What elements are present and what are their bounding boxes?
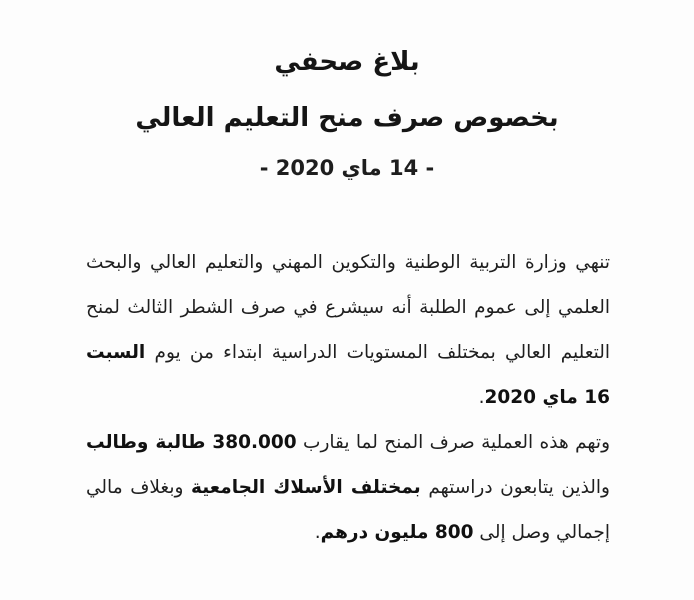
students-count-highlight: 380.000 طالبة وطالب (86, 432, 297, 453)
university-branches-highlight: بمختلف الأسلاك الجامعية (191, 477, 421, 498)
paragraph2-end: . (314, 522, 321, 543)
paragraph1-end: . (478, 387, 485, 408)
document-date: - 14 ماي 2020 - (259, 156, 435, 180)
paragraph1-text: تنهي وزارة التربية الوطنية والتكوين المهني والتعليم العالي والبحث العلمي إلى عموم الطلبة أنه سيشرع في صرف الشطر الثالث لمنح التعليم العالي بمختلف المستويات الدراسية ابتداء من يوم (86, 252, 610, 363)
document-title: بلاغ صحفي (274, 47, 420, 77)
budget-amount-highlight: 800 مليون درهم (320, 522, 474, 543)
paragraph2-text-1: وتهم هذه العملية صرف المنح لما يقارب (296, 432, 611, 453)
press-release-header (0, 40, 694, 186)
press-release-body (86, 240, 610, 555)
document-subtitle: بخصوص صرف منح التعليم العالي (135, 103, 559, 133)
paragraph2-text-3: وبغلاف مالي إجمالي وصل إلى (86, 477, 610, 543)
paragraph-scholarship-start (86, 240, 610, 420)
start-date-highlight: السبت 16 ماي 2020 (86, 342, 610, 408)
paragraph2-text-2: والذين يتابعون دراستهم (420, 477, 610, 498)
paragraph-scholarship-details (86, 420, 610, 555)
